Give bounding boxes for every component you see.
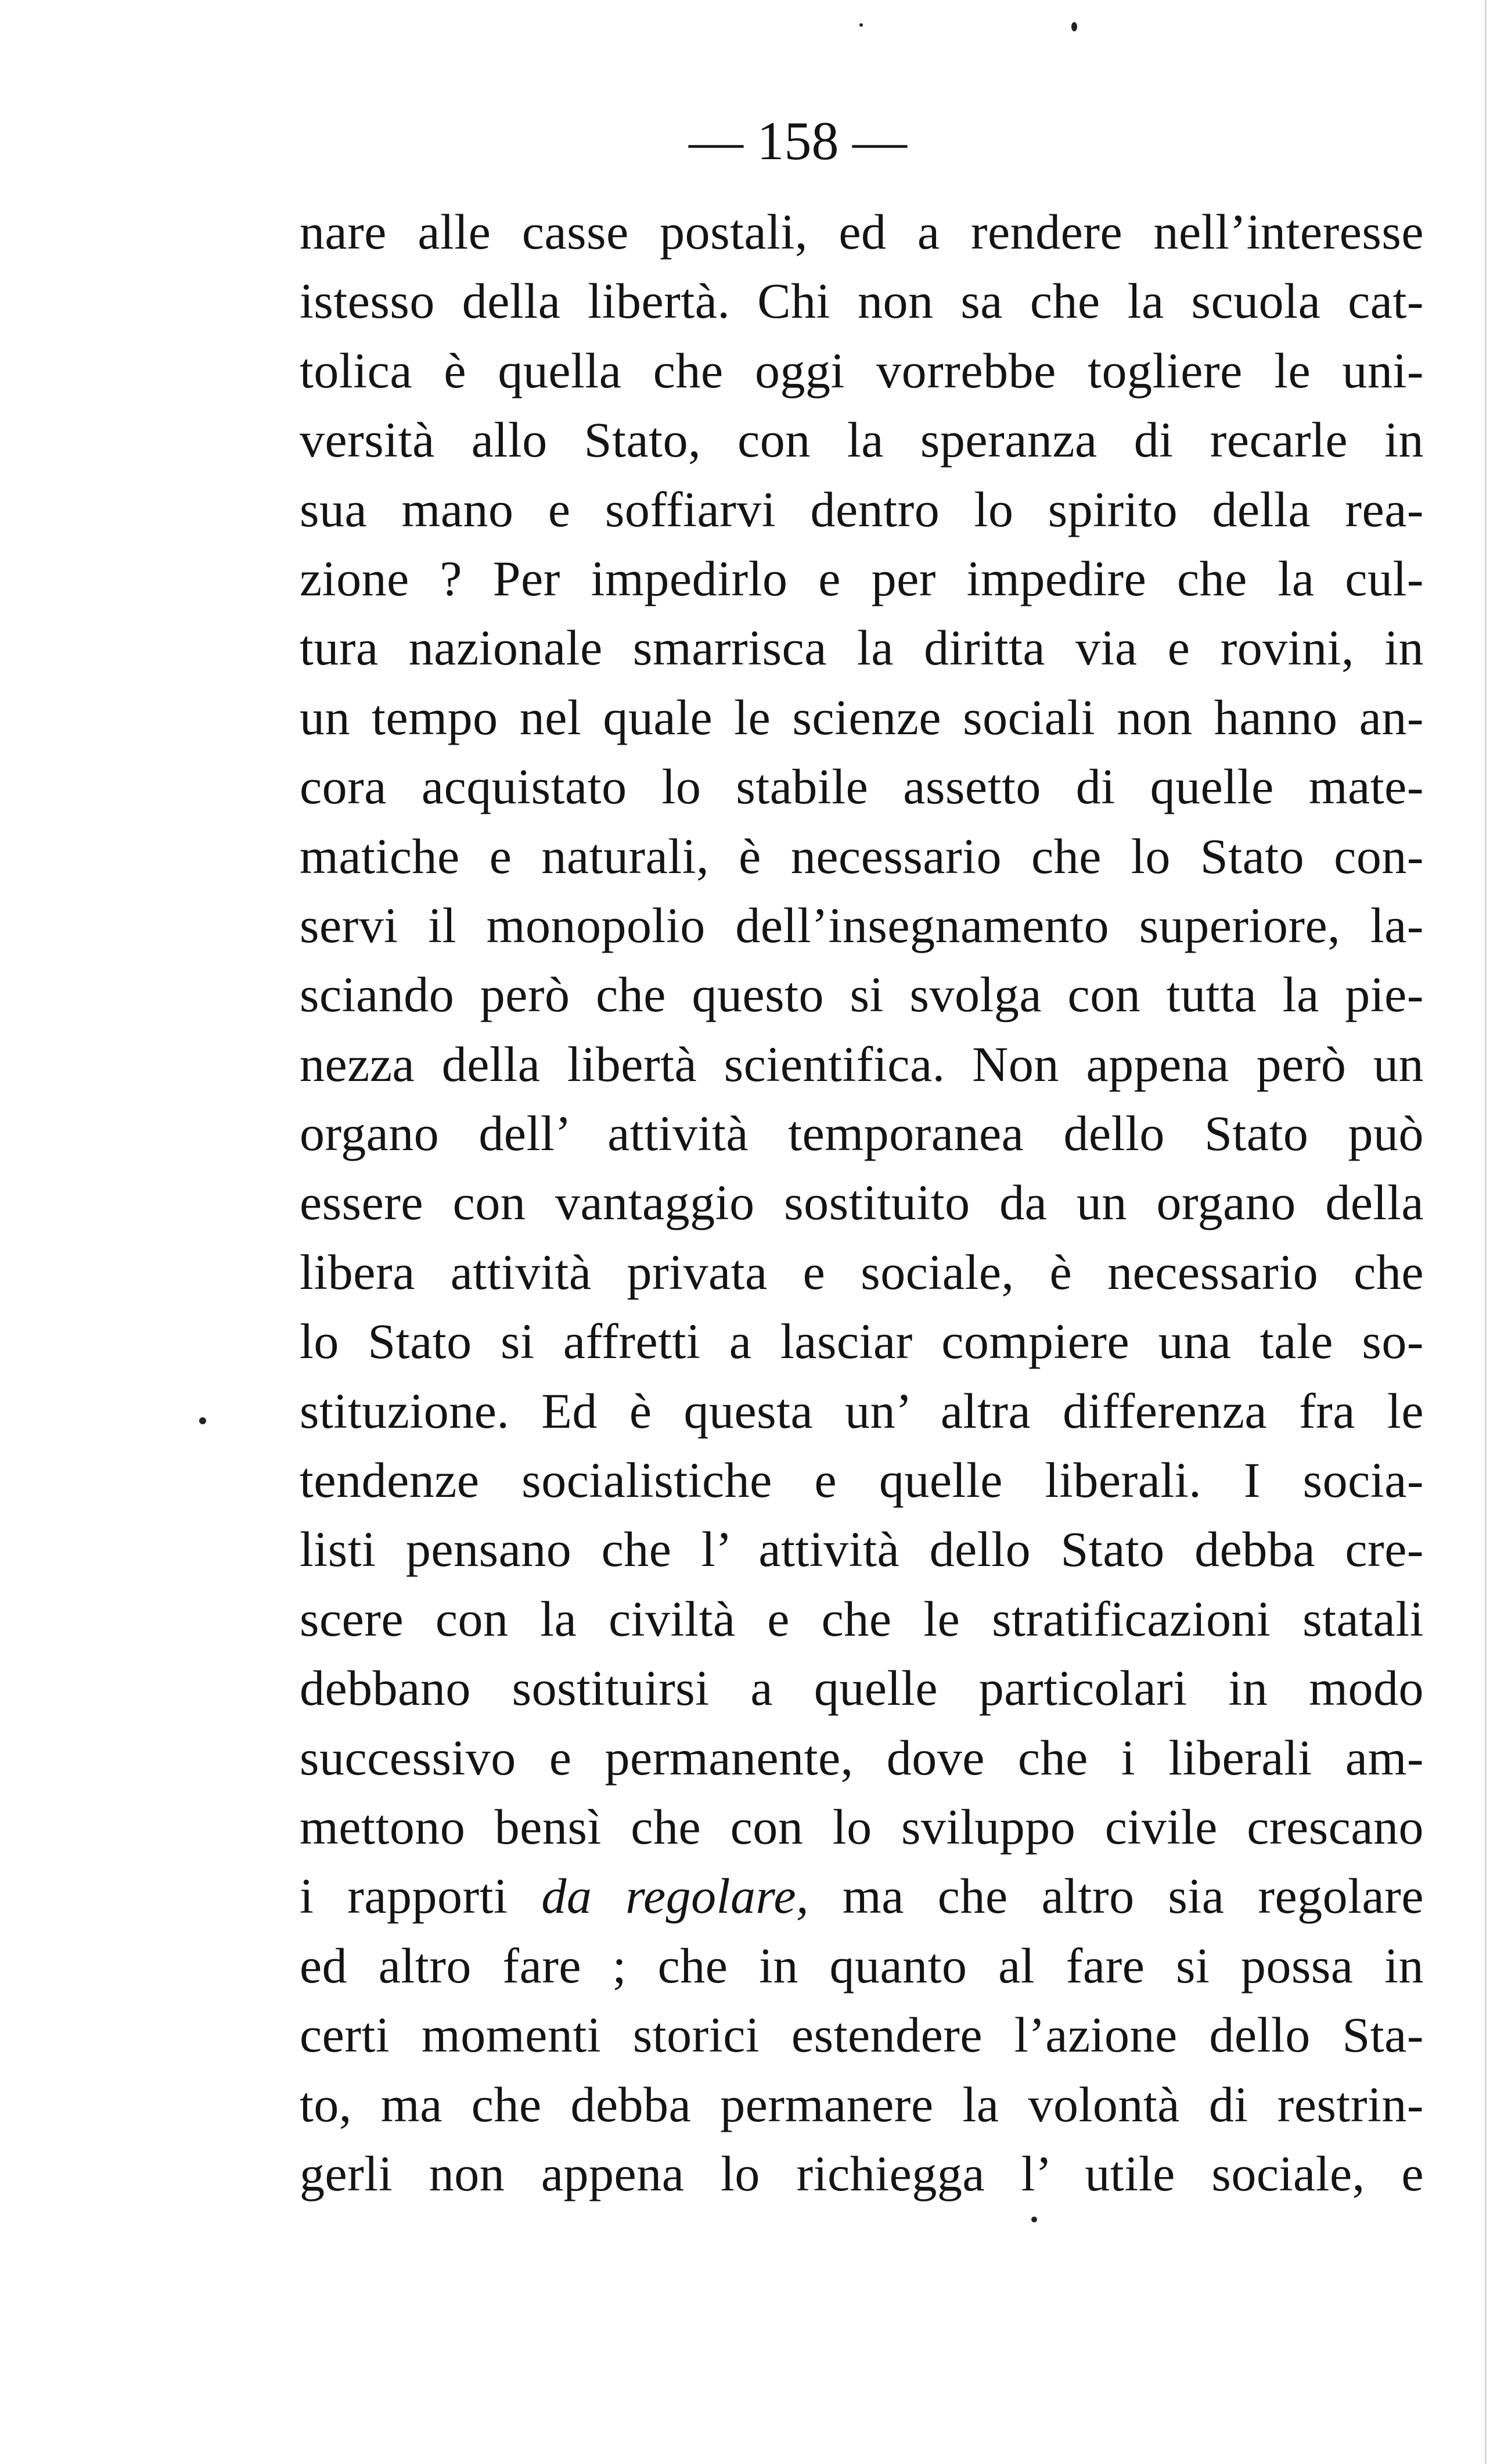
text-line: istesso della libertà. Chi non sa che la scuola cat- (300, 273, 1424, 329)
text-line: stituzione. Ed è questa un’ altra differenza fra le (300, 1382, 1424, 1439)
text-line: matiche e naturali, è necessario che lo Stato con- (300, 828, 1424, 884)
text-line: mettono bensì che con lo sviluppo civile crescano (300, 1798, 1424, 1855)
ink-speck (859, 23, 863, 27)
text-line: to, ma che debba permanere la volontà di restrin- (300, 2076, 1424, 2132)
text-line: debbano sostituirsi a quelle particolari in modo (300, 1660, 1424, 1716)
text-line: organo dell’ attività temporanea dello Stato può (300, 1105, 1424, 1162)
text-line: essere con vantaggio sostituito da un organo della (300, 1174, 1424, 1231)
text-line: listi pensano che l’ attività dello Stato debba cre- (300, 1521, 1424, 1578)
ink-speck (1031, 2217, 1037, 2222)
text-line: lo Stato si affretti a lasciar compiere una tale so- (300, 1313, 1424, 1370)
text-line: tolica è quella che oggi vorrebbe togliere le uni- (300, 342, 1424, 398)
italic-phrase: da regolare, (541, 1868, 809, 1924)
text-segment: ma che altro sia regolare (809, 1868, 1424, 1924)
text-line: tura nazionale smarrisca la diritta via e rovini, in (300, 620, 1424, 676)
text-line: nare alle casse postali, ed a rendere nell’interesse (300, 204, 1424, 260)
text-line: un tempo nel quale le scienze sociali non hanno an- (300, 689, 1424, 745)
page-number: — 158 — (689, 111, 907, 171)
page-edge-shadow (1485, 0, 1487, 2464)
text-line: nezza della libertà scientifica. Non appena però un (300, 1036, 1424, 1092)
ink-speck (1071, 22, 1077, 31)
text-line: sciando però che questo si svolga con tutta la pie- (300, 967, 1424, 1023)
text-line: libera attività privata e sociale, è necessario che (300, 1244, 1424, 1300)
ink-speck (199, 1417, 206, 1424)
body-text (300, 197, 1424, 2208)
text-line: versità allo Stato, con la speranza di recarle in (300, 412, 1424, 468)
text-line: gerli non appena lo richiegga l’ utile sociale, e (300, 2145, 1424, 2201)
text-line: tendenze socialistiche e quelle liberali. I socia- (300, 1452, 1424, 1508)
text-line-with-italic (300, 1862, 1424, 1931)
text-line: zione ? Per impedirlo e per impedire che la cul- (300, 550, 1424, 606)
text-line: ed altro fare ; che in quanto al fare si possa in (300, 1937, 1424, 1994)
text-line: sua mano e soffiarvi dentro lo spirito della rea- (300, 481, 1424, 537)
text-line: successivo e permanente, dove che i liberali am- (300, 1729, 1424, 1786)
text-line: certi momenti storici estendere l’azione dello Sta- (300, 2007, 1424, 2063)
text-line: servi il monopolio dell’insegnamento superiore, la- (300, 897, 1424, 953)
text-segment: i rapporti (300, 1868, 542, 1924)
text-line: scere con la civiltà e che le stratificazioni statali (300, 1590, 1424, 1647)
text-line: cora acquistato lo stabile assetto di quelle mate- (300, 759, 1424, 815)
